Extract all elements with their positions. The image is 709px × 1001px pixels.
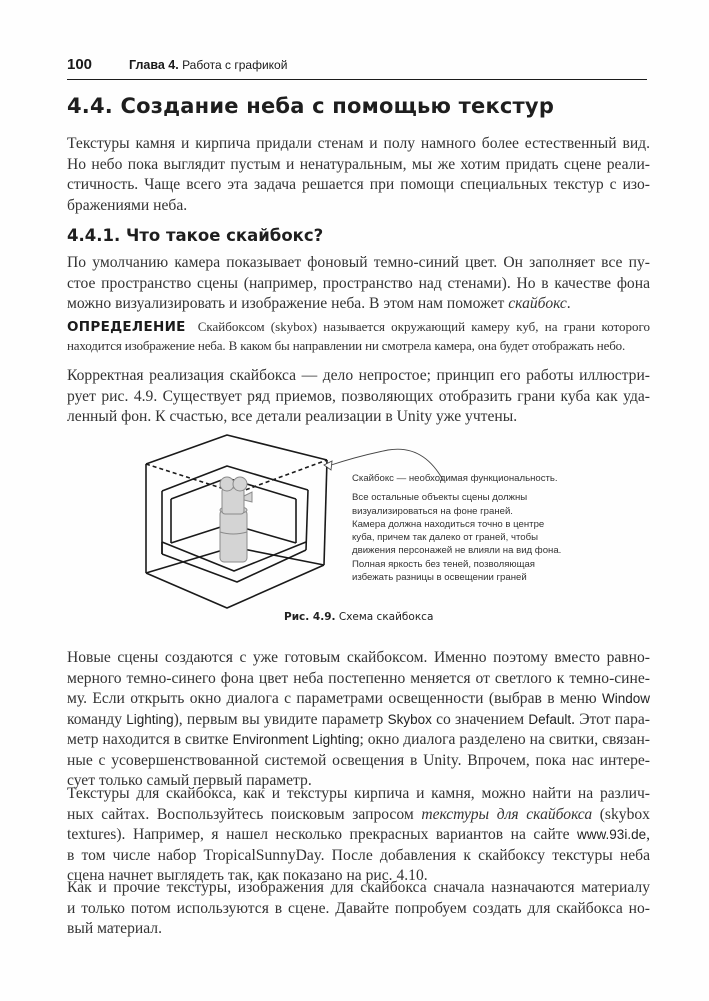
text-run: ных сайтах. Воспользуйтесь поисковым запросом bbox=[67, 805, 422, 823]
emphasis-term: текстуры для скайбокса bbox=[421, 805, 593, 823]
new-scenes-paragraph bbox=[67, 648, 650, 792]
text-run: со значением bbox=[431, 710, 529, 728]
implementation-paragraph bbox=[67, 366, 650, 428]
text-line: мерного темно-синего фона цвет неба постепенно меняется от светлого к темно-сине- bbox=[67, 669, 650, 687]
running-header bbox=[67, 55, 647, 80]
outer-cube-top-edges bbox=[146, 435, 327, 464]
textures-paragraph bbox=[67, 784, 650, 887]
text-line: Корректная реализация скайбокса — дело непростое; принцип его работы иллюстри- bbox=[67, 367, 650, 384]
text-line: Текстуры для скайбокса, как и текстуры кирпича и камня, можно найти на различ- bbox=[67, 785, 650, 802]
text-line bbox=[67, 689, 650, 710]
rollout-term-environment-lighting: Environment Lighting bbox=[232, 732, 360, 747]
text-line bbox=[67, 318, 650, 337]
text-run: . bbox=[566, 295, 571, 312]
text-line: находится изображение неба. В каком бы направлении ни смотрела камера, она будет отображать небо. bbox=[67, 337, 626, 353]
text-line: стичность. Чаще всего эта задача решается при помощи специальных текстур с изо- bbox=[67, 176, 650, 193]
text-run: ), первым вы увидите параметр bbox=[173, 710, 388, 728]
callout-note: избежать разницы в освещении граней bbox=[352, 572, 527, 584]
text-line: стое пространство сцены (например, пространство над стенами). Но в качестве фона bbox=[67, 274, 650, 292]
text-run: textures). Например, я нашел несколько прекрасных вариантов на сайте bbox=[67, 826, 578, 843]
text-line: Текстуры камня и кирпича придали стенам и полу намного более естественный вид. bbox=[67, 135, 650, 152]
text-line bbox=[67, 805, 650, 826]
text-run: можно визуализировать и изображение неба. В этом нам поможет bbox=[67, 295, 509, 312]
callout-title: Скайбокс — необходимая функциональность. bbox=[352, 473, 558, 484]
text-line: бражениями неба. bbox=[67, 196, 188, 214]
callout-note: Все остальные объекты сцены должны bbox=[352, 492, 528, 504]
text-line: вый материал. bbox=[67, 920, 162, 937]
material-paragraph bbox=[67, 878, 650, 940]
text-line: рует рис. 4.9. Существует ряд приемов, позволяющих отобразить грани куба как уда- bbox=[67, 387, 650, 405]
text-run: . Этот пара- bbox=[571, 710, 650, 728]
menu-term-lighting: Lighting bbox=[126, 711, 174, 727]
text-run: , bbox=[646, 826, 650, 843]
text-line: Новые сцены создаются с уже готовым скайбоксом. Именно поэтому вместо равно- bbox=[67, 649, 650, 666]
chapter-name: Работа с графикой bbox=[182, 58, 288, 72]
text-line: сцена начнет выглядеть так, как показано на рис. 4.10. bbox=[67, 867, 428, 884]
caption-label: Рис. 4.9. bbox=[284, 611, 336, 623]
emphasis-term: скайбокс bbox=[508, 295, 567, 312]
skybox-paragraph bbox=[67, 253, 650, 315]
param-term-skybox: Skybox bbox=[387, 711, 432, 727]
chapter-label: Глава 4. bbox=[129, 58, 179, 72]
callout-note: куба, причем так далеко от граней, чтобы bbox=[352, 532, 538, 544]
text-line: По умолчанию камера показывает фоновый темно-синий цвет. Он заполняет все пу- bbox=[67, 254, 650, 271]
callout-note: Камера должна находиться точно в центре bbox=[352, 518, 545, 530]
text-line bbox=[67, 710, 650, 731]
figure-callout bbox=[352, 472, 561, 584]
text-line: Как и прочие текстуры, изображения для скайбокса сначала назначаются материалу bbox=[67, 879, 650, 896]
text-line bbox=[67, 825, 650, 846]
text-line bbox=[67, 294, 650, 315]
section-title: 4.4. Создание неба с помощью текстур bbox=[67, 94, 555, 118]
text-line: сует только самый первый параметр. bbox=[67, 772, 312, 789]
text-line: Но небо пока выглядит пустым и ненатуральным, мы же хотим придать сцене реали- bbox=[67, 155, 650, 173]
text-run: ; окно диалога разделено на свитки, связан- bbox=[359, 731, 651, 748]
website-link[interactable]: www.93i.de bbox=[577, 827, 647, 842]
text-run: му. Если открыть окно диалога с параметрами освещенности (выбрав в меню bbox=[67, 690, 602, 707]
figure-caption bbox=[284, 611, 433, 623]
chapter-title bbox=[129, 58, 287, 72]
definition-label: ОПРЕДЕЛЕНИЕ bbox=[67, 319, 186, 335]
value-term-default: Default bbox=[528, 711, 572, 727]
definition-text: Скайбоксом (skybox) называется окружающий камеру куб, на грани которого bbox=[197, 319, 650, 334]
text-line: ные с усовершенствованной системой освещения в Unity. Впрочем, пока нас интере- bbox=[67, 751, 650, 769]
text-line: ленный фон. К счастью, все детали реализации в Unity уже учтены. bbox=[67, 408, 518, 425]
intro-paragraph bbox=[67, 134, 650, 216]
callout-note: визуализироваться на фоне граней. bbox=[352, 505, 513, 517]
text-line bbox=[67, 730, 650, 751]
text-run: метр находится в свитке bbox=[67, 731, 233, 748]
subsection-title: 4.4.1. Что такое скайбокс? bbox=[67, 226, 324, 245]
page-number: 100 bbox=[67, 56, 93, 73]
text-line: в том числе набор TropicalSunnyDay. После добавления к скайбоксу текстуры неба bbox=[67, 846, 650, 864]
text-run: (skybox bbox=[592, 805, 650, 823]
text-line: и только потом используются в сцене. Давайте попробуем создать для скайбокса но- bbox=[67, 899, 650, 917]
callout-note: движения персонажей не влияли на вид фона. bbox=[352, 545, 562, 557]
caption-text: Схема скайбокса bbox=[338, 611, 434, 623]
menu-term-window: Window bbox=[601, 691, 650, 706]
definition-block bbox=[67, 318, 650, 354]
text-run: команду bbox=[67, 710, 127, 728]
callout-note: Полная яркость без теней, позволяющая bbox=[352, 558, 536, 570]
